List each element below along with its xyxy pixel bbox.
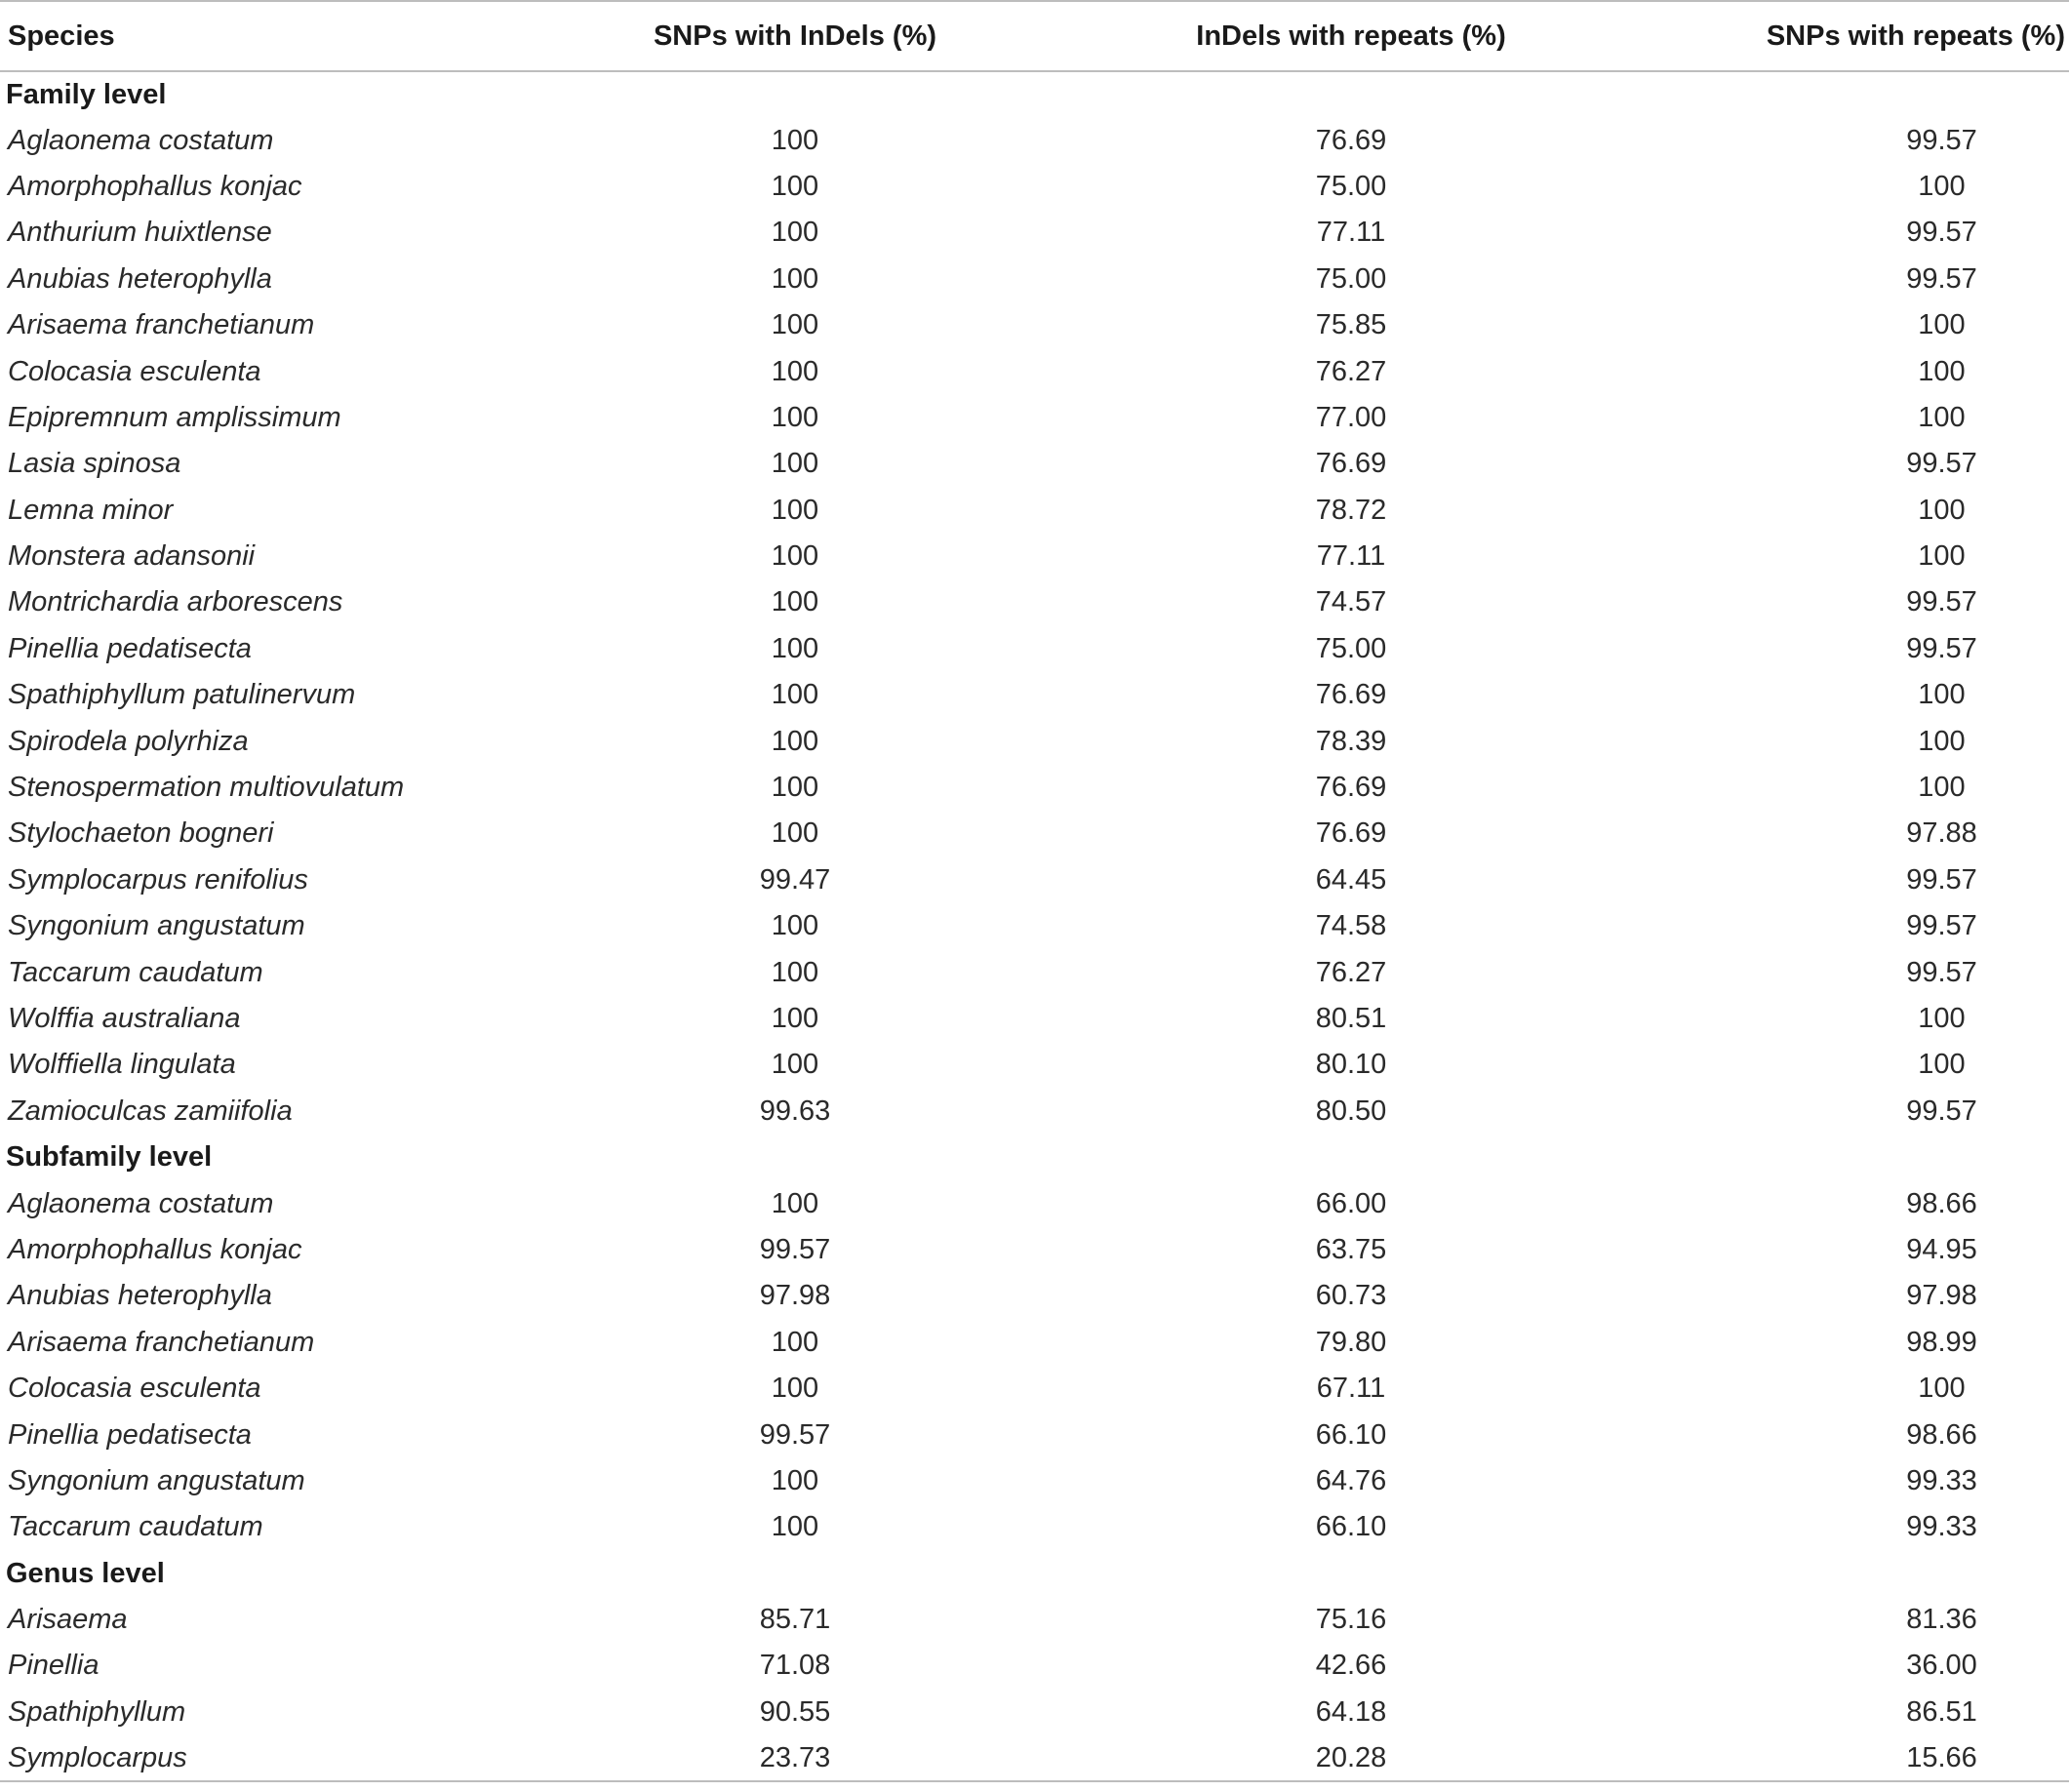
table-row: [0, 1366, 2069, 1412]
species-cell: Arisaema franchetianum: [8, 309, 315, 341]
species-cell: Spirodela polyrhiza: [8, 725, 249, 757]
indels-with-repeats-cell: 76.69: [1315, 448, 1387, 480]
section-header-row: [0, 1551, 2069, 1597]
snps-with-repeats-cell: 99.33: [1906, 1511, 1977, 1543]
snps-with-repeats-cell: 99.57: [1906, 956, 1977, 988]
indels-with-repeats-cell: 78.39: [1315, 725, 1387, 757]
indels-with-repeats-cell: 80.10: [1315, 1049, 1387, 1081]
snps-with-repeats-cell: 100: [1918, 1373, 1966, 1405]
snps-with-indels-cell: 23.73: [537, 1735, 1054, 1781]
species-cell: Syngonium angustatum: [8, 1464, 305, 1496]
indels-with-repeats-cell: 20.28: [1054, 1735, 1649, 1781]
species-cell: Stenospermation multiovulatum: [8, 772, 405, 804]
snps-with-indels-cell: 100: [771, 725, 819, 757]
indels-with-repeats-cell: 75.00: [1315, 170, 1387, 202]
table-row: [0, 348, 2069, 394]
species-cell: Taccarum caudatum: [8, 1511, 263, 1543]
snps-with-indels-cell: 100: [771, 1464, 819, 1496]
species-cell: Stylochaeton bogneri: [8, 817, 274, 850]
snps-with-indels-cell: 100: [771, 448, 819, 480]
snps-with-repeats-cell: 99.57: [1906, 910, 1977, 942]
snps-with-repeats-cell: 36.00: [1906, 1650, 1977, 1682]
snps-with-indels-cell: 99.57: [759, 1418, 831, 1451]
species-cell: Monstera adansonii: [8, 540, 256, 573]
species-cell: Amorphophallus konjac: [8, 1233, 302, 1265]
snps-with-indels-cell: 97.98: [759, 1280, 831, 1312]
species-cell: Spathiphyllum patulinervum: [8, 679, 356, 711]
species-cell: Colocasia esculenta: [8, 355, 261, 387]
table-row: [0, 765, 2069, 811]
snps-with-repeats-cell: 97.98: [1906, 1280, 1977, 1312]
snps-with-indels-cell: 90.55: [759, 1695, 831, 1728]
snps-with-indels-cell: 100: [771, 632, 819, 664]
snps-with-repeats-cell: 99.57: [1906, 217, 1977, 249]
indels-with-repeats-cell: 75.85: [1315, 309, 1387, 341]
species-cell: Zamioculcas zamiifolia: [8, 1095, 293, 1127]
snps-with-repeats-cell: 100: [1918, 772, 1966, 804]
species-cell: Aglaonema costatum: [8, 124, 274, 156]
indels-with-repeats-cell: 76.69: [1315, 679, 1387, 711]
snps-with-indels-cell: 100: [771, 124, 819, 156]
snps-with-indels-cell: 100: [771, 540, 819, 573]
indels-with-repeats-cell: 77.11: [1316, 540, 1386, 573]
table-row: [0, 1504, 2069, 1550]
snps-with-indels-cell: 100: [771, 170, 819, 202]
snps-with-indels-cell: 100: [771, 494, 819, 526]
snps-with-repeats-cell: 100: [1918, 1003, 1966, 1034]
snps-with-indels-cell: 100: [771, 1326, 819, 1358]
species-cell: Symplocarpus renifolius: [8, 863, 308, 896]
table-row: [0, 1412, 2069, 1457]
snps-with-repeats-cell: 99.57: [1906, 262, 1977, 295]
species-cell: Pinellia pedatisecta: [8, 632, 252, 664]
snps-with-repeats-cell: 100: [1918, 679, 1966, 711]
snps-with-repeats-cell: 100: [1918, 170, 1966, 202]
snps-with-indels-cell: 99.63: [759, 1095, 831, 1127]
header-snps-with-repeats: SNPs with repeats (%): [1649, 1, 2069, 71]
snps-with-repeats-cell: 100: [1918, 401, 1966, 433]
indels-with-repeats-cell: 74.57: [1315, 586, 1387, 618]
snps-with-repeats-cell: 99.57: [1906, 586, 1977, 618]
snps-with-repeats-cell: 81.36: [1906, 1604, 1977, 1636]
species-cell: Taccarum caudatum: [8, 956, 263, 988]
table-row: [0, 1227, 2069, 1273]
indels-with-repeats-cell: 42.66: [1315, 1650, 1387, 1682]
snps-with-repeats-cell: 15.66: [1649, 1735, 2069, 1781]
snps-with-indels-cell: 100: [771, 956, 819, 988]
snps-with-indels-cell: 100: [771, 309, 819, 341]
snps-with-indels-cell: 100: [771, 401, 819, 433]
indels-with-repeats-cell: 76.27: [1315, 355, 1387, 387]
species-cell: Montrichardia arborescens: [8, 586, 343, 618]
table-row: [0, 626, 2069, 672]
header-indels-with-repeats: InDels with repeats (%): [1054, 1, 1649, 71]
snps-with-indels-cell: 100: [771, 1373, 819, 1405]
species-cell: Amorphophallus konjac: [8, 170, 302, 202]
table-row: [0, 1273, 2069, 1319]
table-row: [0, 395, 2069, 441]
indels-with-repeats-cell: 75.00: [1315, 262, 1387, 295]
snps-with-indels-cell: 100: [771, 1003, 819, 1034]
indels-with-repeats-cell: 77.00: [1315, 401, 1387, 433]
table-row: [0, 811, 2069, 856]
indels-with-repeats-cell: 76.69: [1315, 772, 1387, 804]
snps-with-repeats-cell: 99.57: [1906, 1095, 1977, 1127]
species-cell: Arisaema franchetianum: [8, 1326, 315, 1358]
indels-with-repeats-cell: 77.11: [1316, 217, 1386, 249]
species-cell: Aglaonema costatum: [8, 1187, 274, 1219]
snps-with-indels-cell: 100: [771, 817, 819, 850]
table-row: [0, 1042, 2069, 1088]
table-row: [0, 857, 2069, 903]
species-cell: Spathiphyllum: [8, 1695, 186, 1728]
species-cell: Anubias heterophylla: [8, 262, 272, 295]
table-row: [0, 441, 2069, 487]
table-row: [0, 1089, 2069, 1135]
snps-with-repeats-cell: 99.57: [1906, 124, 1977, 156]
indels-with-repeats-cell: 75.00: [1315, 632, 1387, 664]
table-row: [0, 210, 2069, 256]
species-cell: Lasia spinosa: [8, 448, 181, 480]
species-cell: Anthurium huixtlense: [8, 217, 272, 249]
section-title: Family level: [6, 78, 167, 110]
indels-with-repeats-cell: 66.10: [1315, 1511, 1387, 1543]
indels-with-repeats-cell: 76.69: [1315, 124, 1387, 156]
snps-with-indels-cell: 100: [771, 772, 819, 804]
snps-with-repeats-cell: 100: [1918, 309, 1966, 341]
table-row: [0, 488, 2069, 534]
table-row: [0, 1458, 2069, 1504]
snps-with-indels-cell: 99.57: [759, 1233, 831, 1265]
table-row: [0, 117, 2069, 163]
snps-with-repeats-cell: 98.66: [1906, 1187, 1977, 1219]
table-row: [0, 534, 2069, 579]
snps-with-indels-cell: 85.71: [759, 1604, 831, 1636]
snps-with-repeats-cell: 94.95: [1906, 1233, 1977, 1265]
indels-with-repeats-cell: 64.76: [1315, 1464, 1387, 1496]
snps-with-indels-cell: 71.08: [759, 1650, 831, 1682]
table-row: [0, 1735, 2069, 1781]
snps-with-repeats-cell: 98.66: [1906, 1418, 1977, 1451]
indels-with-repeats-cell: 75.16: [1315, 1604, 1387, 1636]
snps-with-repeats-cell: 100: [1918, 355, 1966, 387]
snps-with-indels-cell: 100: [771, 355, 819, 387]
section-header-row: [0, 1135, 2069, 1180]
header-species: Species: [0, 1, 537, 71]
table-body: [0, 71, 2069, 1781]
indels-with-repeats-cell: 67.11: [1316, 1373, 1386, 1405]
species-cell: Lemna minor: [8, 494, 174, 526]
snps-with-repeats-cell: 100: [1918, 725, 1966, 757]
species-cell: Wolffiella lingulata: [8, 1049, 236, 1081]
snps-with-indels-cell: 100: [771, 586, 819, 618]
species-cell: Pinellia pedatisecta: [8, 1418, 252, 1451]
snps-with-repeats-cell: 99.57: [1906, 448, 1977, 480]
table-row: [0, 996, 2069, 1042]
section-header-row: [0, 71, 2069, 117]
snps-with-repeats-cell: 98.99: [1906, 1326, 1977, 1358]
species-cell: Arisaema: [8, 1604, 128, 1636]
section-title: Genus level: [6, 1557, 165, 1589]
species-cell: Colocasia esculenta: [8, 1373, 261, 1405]
species-cell: Syngonium angustatum: [8, 910, 305, 942]
indels-with-repeats-cell: 78.72: [1315, 494, 1387, 526]
section-title: Subfamily level: [6, 1141, 213, 1174]
snps-with-indels-cell: 99.47: [759, 863, 831, 896]
table-row: [0, 257, 2069, 302]
snps-with-repeats-cell: 99.57: [1906, 863, 1977, 896]
table-row: [0, 1597, 2069, 1643]
table-row: [0, 718, 2069, 764]
indels-with-repeats-cell: 64.45: [1315, 863, 1387, 896]
snps-with-indels-cell: 100: [771, 262, 819, 295]
table-header: [0, 1, 2069, 71]
snps-with-repeats-cell: 100: [1918, 1049, 1966, 1081]
indels-with-repeats-cell: 74.58: [1315, 910, 1387, 942]
snps-with-repeats-cell: 100: [1918, 540, 1966, 573]
species-cell: Symplocarpus: [0, 1735, 537, 1781]
snps-with-repeats-cell: 86.51: [1906, 1695, 1977, 1728]
indels-with-repeats-cell: 80.51: [1315, 1003, 1387, 1034]
snps-with-indels-cell: 100: [771, 1511, 819, 1543]
snps-with-repeats-cell: 99.33: [1906, 1464, 1977, 1496]
indels-with-repeats-cell: 80.50: [1315, 1095, 1387, 1127]
indels-with-repeats-cell: 66.00: [1315, 1187, 1387, 1219]
snps-with-repeats-cell: 97.88: [1906, 817, 1977, 850]
table-row: [0, 1690, 2069, 1735]
species-cell: Wolffia australiana: [8, 1003, 241, 1034]
indels-with-repeats-cell: 60.73: [1315, 1280, 1387, 1312]
snps-with-indels-cell: 100: [771, 1187, 819, 1219]
table-row: [0, 164, 2069, 210]
indels-with-repeats-cell: 66.10: [1315, 1418, 1387, 1451]
indels-with-repeats-cell: 76.27: [1315, 956, 1387, 988]
table-row: [0, 672, 2069, 718]
table-row: [0, 903, 2069, 949]
indels-with-repeats-cell: 64.18: [1315, 1695, 1387, 1728]
table-row: [0, 1320, 2069, 1366]
header-row: [0, 1, 2069, 71]
table-row: [0, 1643, 2069, 1689]
header-snps-with-indels: SNPs with InDels (%): [537, 1, 1054, 71]
species-cell: Epipremnum amplissimum: [8, 401, 341, 433]
table-row: [0, 949, 2069, 995]
snps-with-indels-cell: 100: [771, 1049, 819, 1081]
snps-with-indels-cell: 100: [771, 910, 819, 942]
table-row: [0, 302, 2069, 348]
species-cell: Anubias heterophylla: [8, 1280, 272, 1312]
species-cell: Pinellia: [8, 1650, 99, 1682]
snps-with-repeats-cell: 99.57: [1906, 632, 1977, 664]
indels-with-repeats-cell: 79.80: [1315, 1326, 1387, 1358]
table-row: [0, 579, 2069, 625]
snps-with-indels-cell: 100: [771, 679, 819, 711]
indels-with-repeats-cell: 63.75: [1315, 1233, 1387, 1265]
table-row: [0, 1180, 2069, 1226]
indels-with-repeats-cell: 76.69: [1315, 817, 1387, 850]
snps-with-indels-cell: 100: [771, 217, 819, 249]
snps-with-repeats-cell: 100: [1918, 494, 1966, 526]
